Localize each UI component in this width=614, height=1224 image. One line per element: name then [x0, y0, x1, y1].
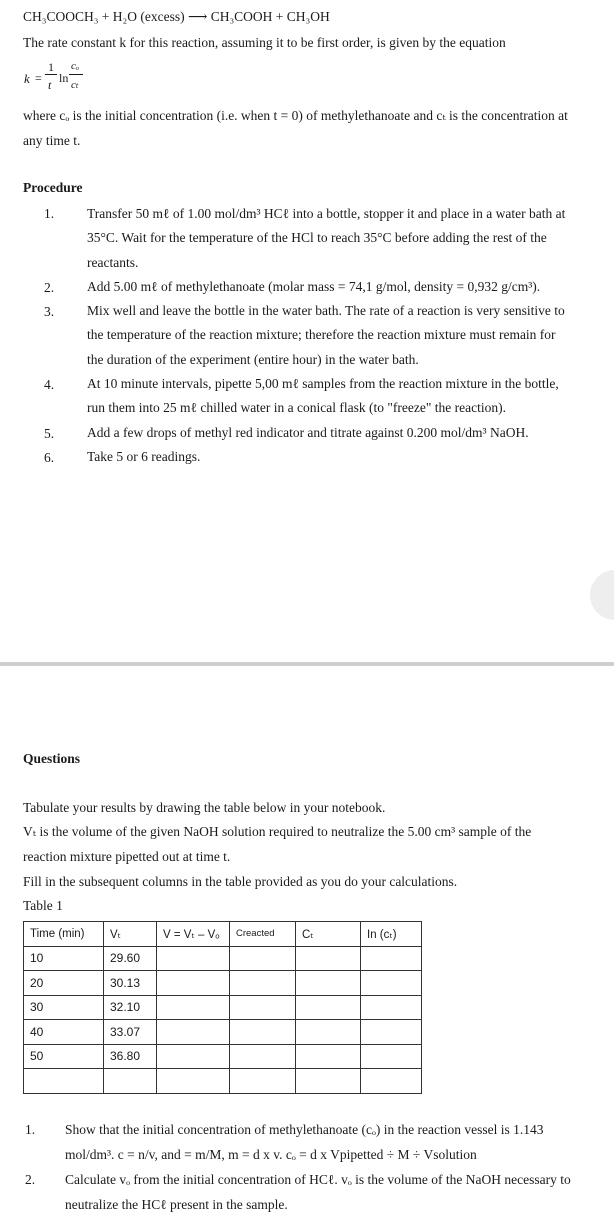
formula-ratio-bar [69, 74, 83, 75]
cell-vt: 30.13 [104, 971, 157, 996]
cell-vt: 33.07 [104, 1020, 157, 1045]
cell-vt: 32.10 [104, 995, 157, 1020]
header-ct: Cₜ [296, 922, 361, 947]
step-text: Mix well and leave the bottle in the water bath. The rate of a reaction is very sensitive to the temperature of the reaction mixture; therefore the reaction mixture must remain for the duration of the experiment (entire hour) in the water bath. [87, 303, 565, 367]
cell-vt [104, 1069, 157, 1094]
cell-empty [361, 1044, 422, 1069]
header-v: V = Vₜ – Vₒ [157, 922, 230, 947]
cell-empty [230, 1020, 296, 1045]
rate-constant-intro: The rate constant k for this reaction, assuming it to be first order, is given by the equation [23, 35, 506, 50]
formula-fraction-bar [45, 74, 57, 75]
table-row [24, 1020, 422, 1045]
cell-empty [296, 1020, 361, 1045]
step-number: 2. [44, 280, 55, 295]
table-row [24, 1044, 422, 1069]
header-ln-ct: In (cₜ) [361, 922, 422, 947]
results-table [23, 921, 422, 1094]
cell-empty [157, 1044, 230, 1069]
vt-description: Vₜ is the volume of the given NaOH solution required to neutralize the 5.00 cm³ sample of the reaction mixture pipetted out at time t. [23, 824, 532, 864]
cell-empty [361, 946, 422, 971]
side-scroll-tab[interactable] [590, 570, 614, 620]
cell-empty [296, 1069, 361, 1094]
step-number: 6. [44, 450, 55, 465]
page-divider [0, 662, 614, 666]
cell-empty [157, 971, 230, 996]
cell-empty [230, 971, 296, 996]
procedure-heading: Procedure [23, 180, 83, 195]
where-definition: where cₒ is the initial concentration (i.e. when t = 0) of methylethanoate and cₜ is the concentration at any time t. [23, 108, 568, 148]
cell-time [24, 1069, 104, 1094]
step-number: 4. [44, 377, 55, 392]
cell-empty [230, 1044, 296, 1069]
header-time: Time (min) [24, 922, 104, 947]
formula-numerator: 1 [48, 60, 54, 74]
step-text: Add a few drops of methyl red indicator and titrate against 0.200 mol/dm³ NaOH. [87, 425, 529, 440]
cell-empty [361, 1020, 422, 1045]
cell-time: 20 [24, 971, 104, 996]
cell-empty [296, 1044, 361, 1069]
cell-empty [296, 971, 361, 996]
cell-empty [361, 971, 422, 996]
questions-heading: Questions [23, 751, 81, 766]
cell-empty [296, 995, 361, 1020]
table-label: Table 1 [23, 898, 63, 913]
cell-time: 40 [24, 1020, 104, 1045]
rate-constant-formula [24, 60, 104, 100]
step-number: 3. [44, 304, 55, 319]
step-number: 1. [44, 206, 55, 221]
cell-empty [361, 1069, 422, 1094]
table-header-row [24, 922, 422, 947]
cell-empty [361, 995, 422, 1020]
cell-empty [296, 946, 361, 971]
formula-ct: cₜ [71, 79, 79, 91]
question-number: 2. [25, 1172, 36, 1187]
cell-vt: 29.60 [104, 946, 157, 971]
step-text: Transfer 50 mℓ of 1.00 mol/dm³ HCℓ into a bottle, stopper it and place in a water bath at 35°C. Wait for the temperature of the HCl to reach 35°C before adding the rest of the reactants. [87, 206, 566, 270]
step-text: At 10 minute intervals, pipette 5,00 mℓ samples from the reaction mixture in the bottle, run them into 25 mℓ chilled water in a conical flask (to "freeze" the reaction). [87, 376, 559, 416]
cell-empty [157, 995, 230, 1020]
cell-time: 10 [24, 946, 104, 971]
cell-empty [157, 1069, 230, 1094]
header-vt: Vₜ [104, 922, 157, 947]
table-row [24, 946, 422, 971]
question-text: Calculate vₒ from the initial concentration of HCℓ. vₒ is the volume of the NaOH necessary to neutralize the HCℓ present in the sample. [65, 1172, 571, 1212]
cell-empty [157, 1020, 230, 1045]
cell-time: 50 [24, 1044, 104, 1069]
table-row [24, 995, 422, 1020]
formula-denominator: t [48, 78, 52, 92]
formula-equals: = [35, 71, 42, 85]
tabulate-instruction: Tabulate your results by drawing the table below in your notebook. [23, 800, 386, 815]
cell-vt: 36.80 [104, 1044, 157, 1069]
formula-k: k [24, 71, 30, 86]
cell-empty [230, 995, 296, 1020]
header-creacted: Creacted [230, 922, 296, 947]
question-number: 1. [25, 1122, 36, 1137]
table-row [24, 1069, 422, 1094]
step-number: 5. [44, 426, 55, 441]
cell-empty [230, 946, 296, 971]
formula-ln: ln [59, 71, 69, 85]
question-text: Show that the initial concentration of methylethanoate (cₒ) in the reaction vessel is 1.143 mol/dm³. c = n/v, and = m/M, m = d x v. cₒ = d x Vpipetted ÷ M ÷ Vsolution [65, 1122, 544, 1162]
step-text: Add 5.00 mℓ of methylethanoate (molar mass = 74,1 g/mol, density = 0,932 g/cm³). [87, 279, 541, 294]
cell-empty [230, 1069, 296, 1094]
table-row [24, 971, 422, 996]
fill-in-instruction: Fill in the subsequent columns in the table provided as you do your calculations. [23, 874, 458, 889]
step-text: Take 5 or 6 readings. [87, 449, 201, 464]
reaction-equation: CH₃COOCH₃ + H₂O (excess) ⟶ CH₃COOH + CH₃OH [23, 9, 330, 24]
cell-empty [157, 946, 230, 971]
formula-co: cₒ [71, 60, 80, 72]
cell-time: 30 [24, 995, 104, 1020]
